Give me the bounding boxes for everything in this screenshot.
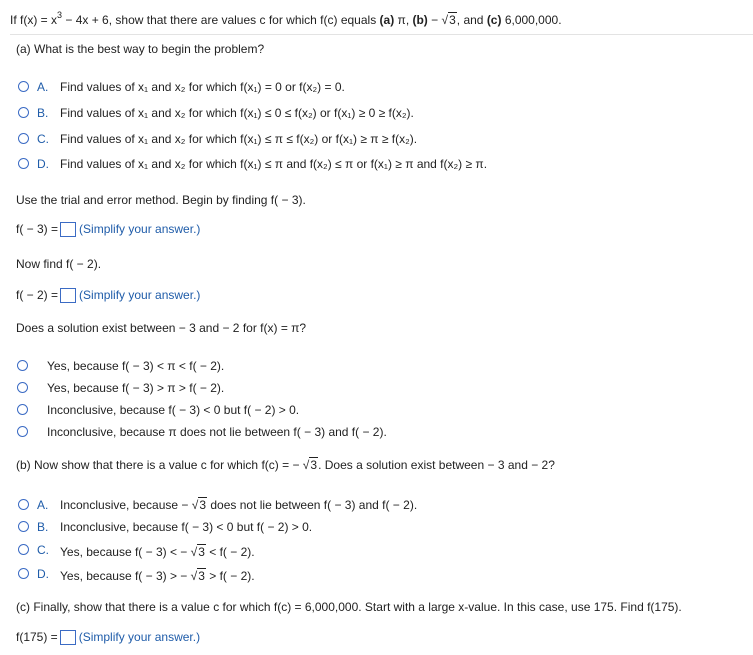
option-post: > f( − 2). (205, 569, 255, 583)
option-text: Find values of x₁ and x₂ for which f(x₁) ≤ 0 ≤ f(x₂) or f(x₁) ≥ 0 ≥ f(x₂). (60, 106, 414, 120)
f-neg2-label: f( − 2) = (16, 288, 59, 302)
radio-b-B[interactable] (18, 521, 29, 532)
option-letter: D. (37, 157, 49, 171)
simplify-hint: (Simplify your answer.) (78, 630, 201, 644)
sqrt-symbol: √3 (190, 545, 205, 559)
part-a-tag: (a) (379, 13, 395, 27)
neg-sign: − (427, 13, 442, 27)
f175-row (16, 630, 200, 645)
radio-sol-4[interactable] (17, 426, 28, 437)
part-b-text-1: (b) Now show that there is a value c for which f(c) = − (16, 458, 303, 472)
part-b-question (16, 458, 555, 472)
radio-sol-2[interactable] (17, 382, 28, 393)
f-neg2-row (16, 288, 200, 303)
f175-label: f(175) = (16, 630, 58, 644)
radio-b-C[interactable] (18, 544, 29, 555)
option-text: Find values of x₁ and x₂ for which f(x₁) ≤ π ≤ f(x₂) or f(x₁) ≥ π ≥ f(x₂). (60, 132, 418, 146)
option-text: Yes, because f( − 3) < π < f( − 2). (47, 359, 225, 373)
simplify-hint: (Simplify your answer.) (79, 222, 201, 236)
f175-input[interactable] (60, 630, 76, 645)
radio-sol-3[interactable] (17, 404, 28, 415)
option-pre: Yes, because f( − 3) < − (60, 545, 191, 559)
option-letter: B. (37, 106, 49, 120)
pi-value: π, (394, 13, 413, 27)
problem-text-1: If f(x) = x (10, 13, 58, 27)
option-text: Inconclusive, because π does not lie between f( − 3) and f( − 2). (47, 425, 387, 439)
sqrt-radicand: 3 (198, 569, 205, 583)
part-c-tag: (c) (486, 13, 502, 27)
option-text (60, 569, 255, 583)
option-text: Find values of x₁ and x₂ for which f(x₁) = 0 or f(x₂) = 0. (60, 80, 345, 94)
option-letter: C. (37, 132, 49, 146)
sqrt-radicand: 3 (310, 458, 318, 472)
option-text: Find values of x₁ and x₂ for which f(x₁) ≤ π and f(x₂) ≤ π or f(x₁) ≥ π and f(x₂) ≥ π. (60, 157, 488, 171)
exponent: 3 (57, 10, 63, 20)
sqrt-symbol: √3 (190, 569, 205, 583)
option-letter: B. (37, 520, 49, 534)
part-b-text-2: . Does a solution exist between − 3 and − 2? (318, 458, 555, 472)
radio-a-B[interactable] (18, 107, 29, 118)
part-a-question: (a) What is the best way to begin the problem? (16, 42, 265, 56)
radio-a-A[interactable] (18, 81, 29, 92)
radio-a-C[interactable] (18, 133, 29, 144)
option-pre: Yes, because f( − 3) > − (60, 569, 191, 583)
option-post: does not lie between f( − 3) and f( − 2). (207, 498, 418, 512)
f-neg3-input[interactable] (60, 222, 76, 237)
part-c-value: 6,000,000. (501, 13, 562, 27)
option-text (60, 498, 417, 512)
f-neg2-input[interactable] (60, 288, 76, 303)
sqrt-symbol: √3 (191, 498, 207, 512)
option-pre: Inconclusive, because − (60, 498, 192, 512)
divider (10, 34, 753, 35)
option-text: Inconclusive, because f( − 3) < 0 but f( − 2) > 0. (60, 520, 313, 534)
radio-a-D[interactable] (18, 158, 29, 169)
option-letter: A. (37, 498, 49, 512)
option-text: Yes, because f( − 3) > π > f( − 2). (47, 381, 225, 395)
f-neg3-row (16, 222, 200, 237)
problem-text-2: − 4x + 6, show that there are values c for which f(c) equals (62, 13, 380, 27)
radio-b-A[interactable] (18, 499, 29, 510)
part-c-question: (c) Finally, show that there is a value c for which f(c) = 6,000,000. Start with a large x-value. In this case, use 175. Find f(175). (16, 600, 682, 614)
sqrt-symbol: √3 (441, 13, 456, 27)
solution-question: Does a solution exist between − 3 and − 2 for f(x) = π? (16, 321, 307, 335)
option-letter: C. (37, 543, 49, 557)
trial-instruction: Use the trial and error method. Begin by finding f( − 3). (16, 193, 306, 207)
sqrt-radicand: 3 (198, 545, 205, 559)
option-text (60, 545, 255, 559)
option-letter: A. (37, 80, 49, 94)
option-letter: D. (37, 567, 49, 581)
sqrt-symbol: √3 (302, 458, 318, 472)
part-b-tag: (b) (412, 13, 428, 27)
problem-statement (10, 10, 562, 27)
simplify-hint: (Simplify your answer.) (79, 288, 201, 302)
option-post: < f( − 2). (205, 545, 255, 559)
radio-sol-1[interactable] (17, 360, 28, 371)
radio-b-D[interactable] (18, 568, 29, 579)
now-find-text: Now find f( − 2). (16, 257, 102, 271)
sqrt-radicand: 3 (449, 13, 456, 27)
f-neg3-label: f( − 3) = (16, 222, 59, 236)
and-text: , and (456, 13, 487, 27)
option-text: Inconclusive, because f( − 3) < 0 but f( − 2) > 0. (47, 403, 300, 417)
sqrt-radicand: 3 (199, 498, 207, 512)
